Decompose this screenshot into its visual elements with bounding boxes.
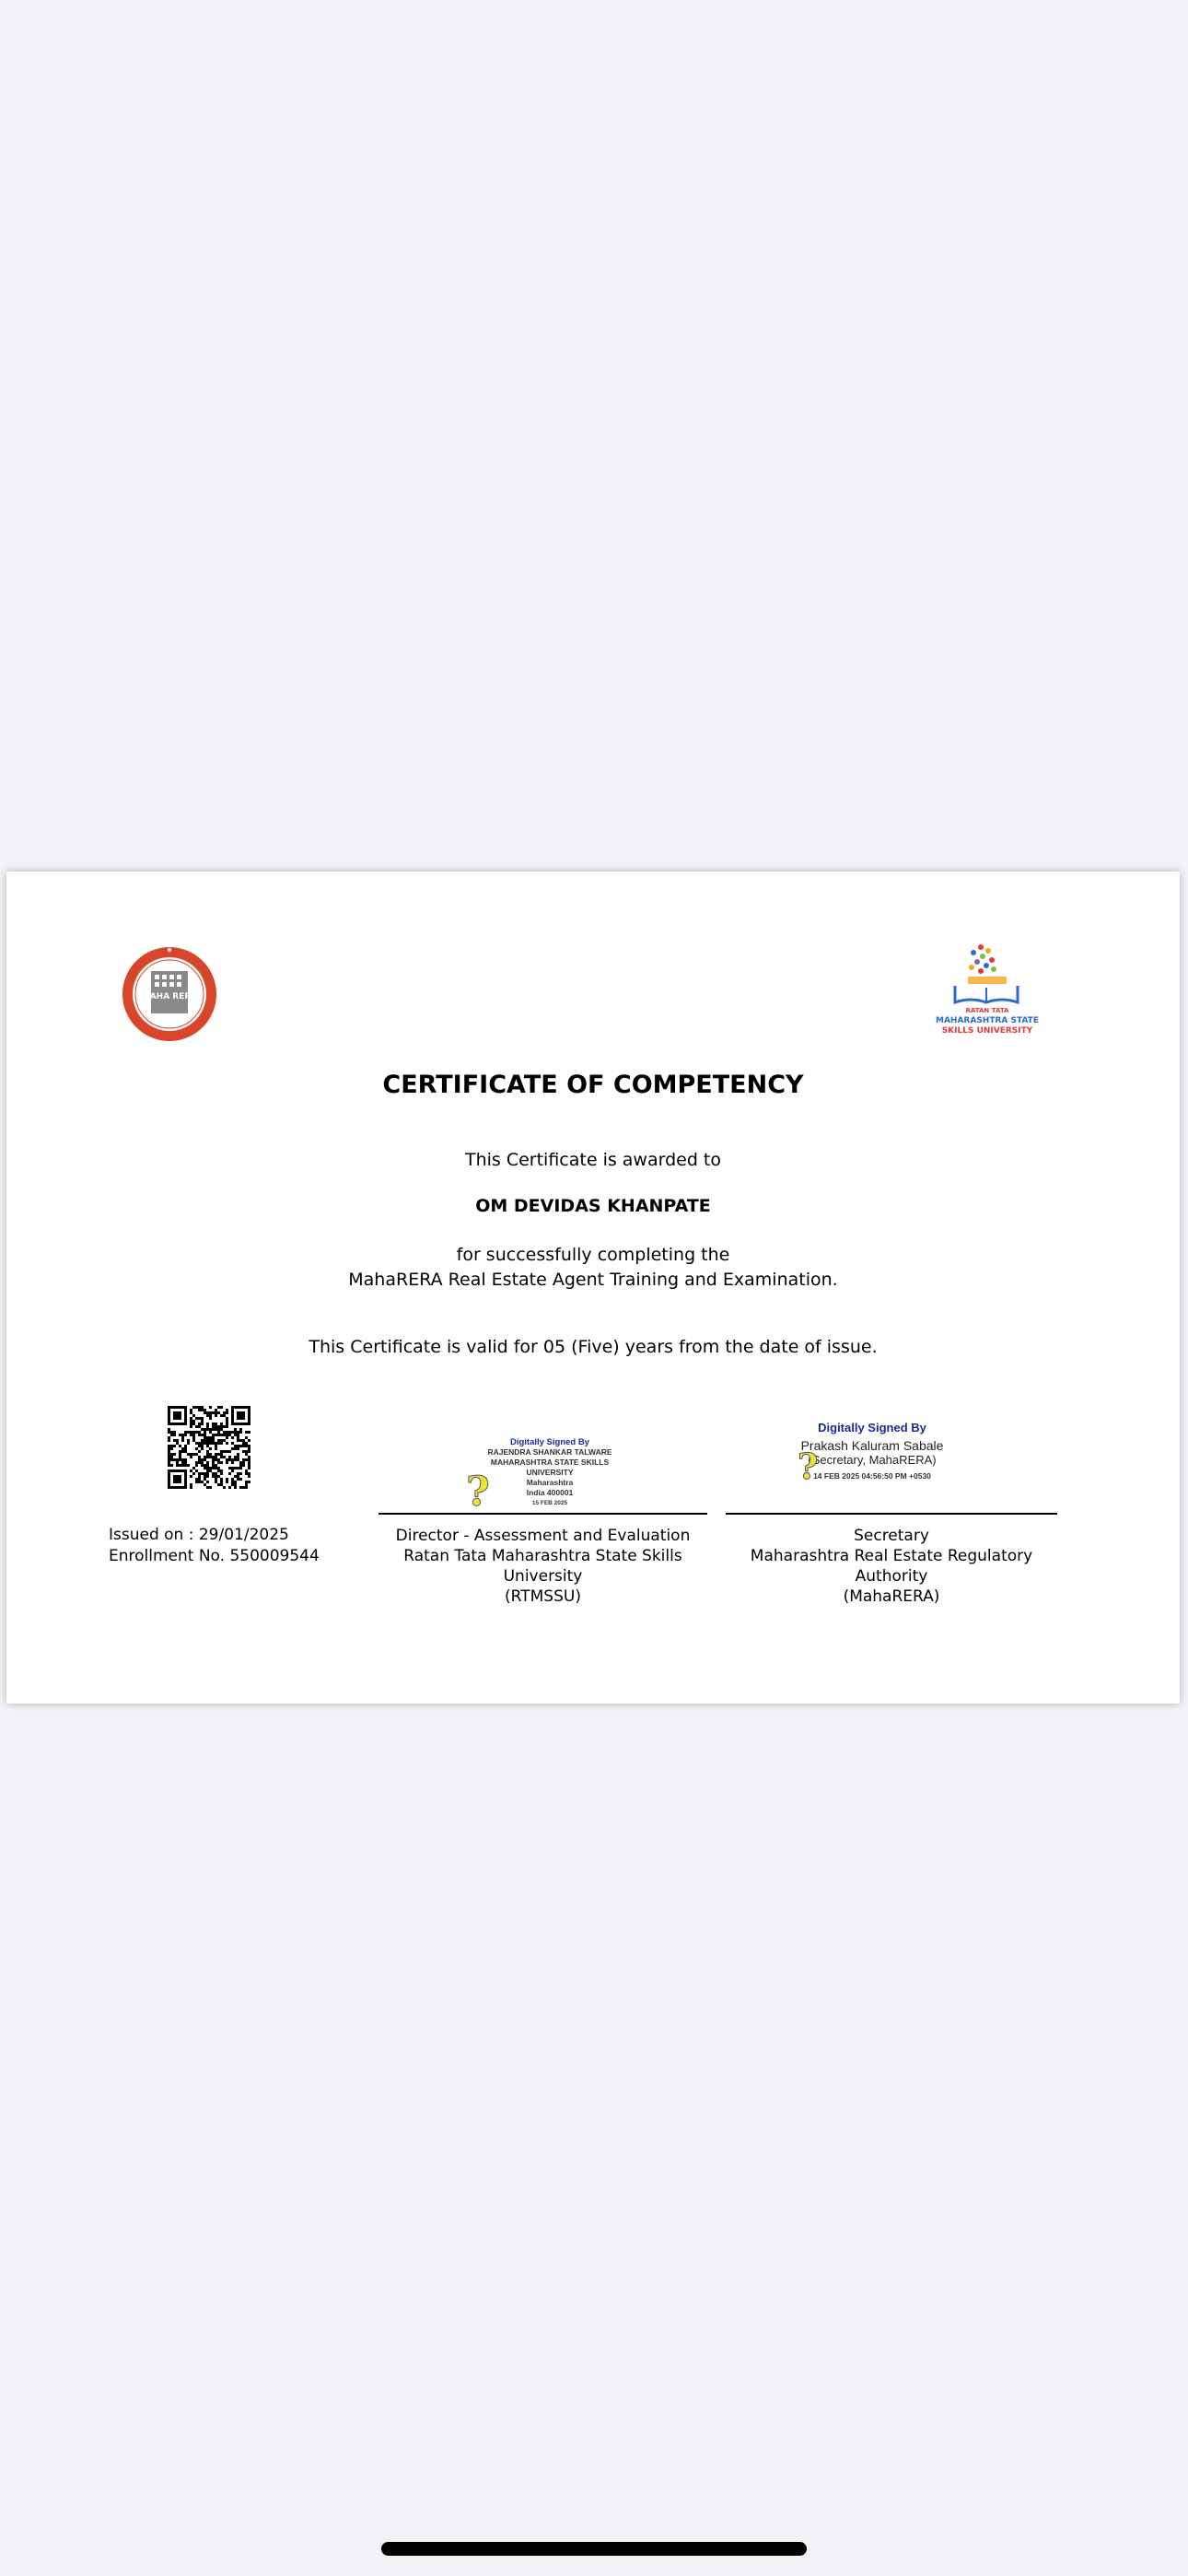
digital-signature-left-line: 15 FEB 2025 [531, 1500, 568, 1506]
rtmssu-logo-line3: SKILLS UNIVERSITY [941, 1026, 1033, 1036]
digital-signature-right-title: (Secretary, MahaRERA) [808, 1453, 937, 1467]
rtmssu-logo-line2: MAHARASHTRA STATE [936, 1016, 1039, 1025]
rtmssu-logo-line1: RATAN TATA [965, 1007, 1009, 1014]
digital-signature-left-line: India 400001 [526, 1488, 574, 1497]
digital-signature-right-head: Digitally Signed By [818, 1421, 926, 1434]
signatory-left [379, 1526, 707, 1607]
qr-code [168, 1406, 250, 1489]
completion-line-2: MahaRERA Real Estate Agent Training and Examination. [348, 1270, 838, 1290]
digital-signature-left-line: Maharashtra [526, 1478, 574, 1487]
certificate-page [6, 872, 1180, 1704]
signatory-left-role: Director - Assessment and Evaluation [395, 1527, 691, 1545]
signature-line-left [379, 1513, 707, 1515]
certificate-title: CERTIFICATE OF COMPETENCY [382, 1071, 804, 1099]
signature-verify-icon: ? [466, 1469, 490, 1516]
digital-signature-right-name: Prakash Kaluram Sabale [800, 1438, 944, 1453]
signatory-right-role: Secretary [854, 1527, 929, 1545]
rtmssu-logo [927, 942, 1047, 1039]
signatory-left-abbr: (RTMSSU) [505, 1587, 581, 1606]
awarded-line: This Certificate is awarded to [464, 1150, 722, 1170]
digital-signature-left-head: Digitally Signed By [509, 1437, 590, 1447]
issued-date: Issued on : 29/01/2025 [109, 1526, 289, 1544]
enrollment-number: Enrollment No. 550009544 [109, 1547, 320, 1565]
signature-verify-icon: ? [798, 1446, 819, 1487]
digital-signature-left-line: UNIVERSITY [526, 1468, 574, 1477]
maharera-logo-text: MAHA RERA [141, 992, 198, 1001]
issue-info [109, 1525, 320, 1567]
signature-line-right [726, 1513, 1057, 1515]
digital-signature-right-date: 14 FEB 2025 04:56:50 PM +0530 [813, 1471, 931, 1481]
digital-signature-left-line: MAHARASHTRA STATE SKILLS [490, 1458, 610, 1467]
recipient-name: OM DEVIDAS KHANPATE [475, 1196, 711, 1216]
signatory-right-org: Maharashtra Real Estate Regulatory Authority [750, 1547, 1033, 1586]
signatory-right-abbr: (MahaRERA) [843, 1587, 940, 1606]
maharera-logo [121, 945, 218, 1043]
completion-line-1: for successfully completing the [456, 1245, 730, 1265]
signatory-right [726, 1526, 1057, 1607]
home-indicator[interactable] [381, 2542, 807, 2556]
validity-statement: This Certificate is valid for 05 (Five) years from the date of issue. [309, 1337, 878, 1357]
signatory-left-org: Ratan Tata Maharashtra State Skills University [403, 1547, 682, 1586]
digital-signature-left-line: RAJENDRA SHANKAR TALWARE [487, 1447, 612, 1457]
